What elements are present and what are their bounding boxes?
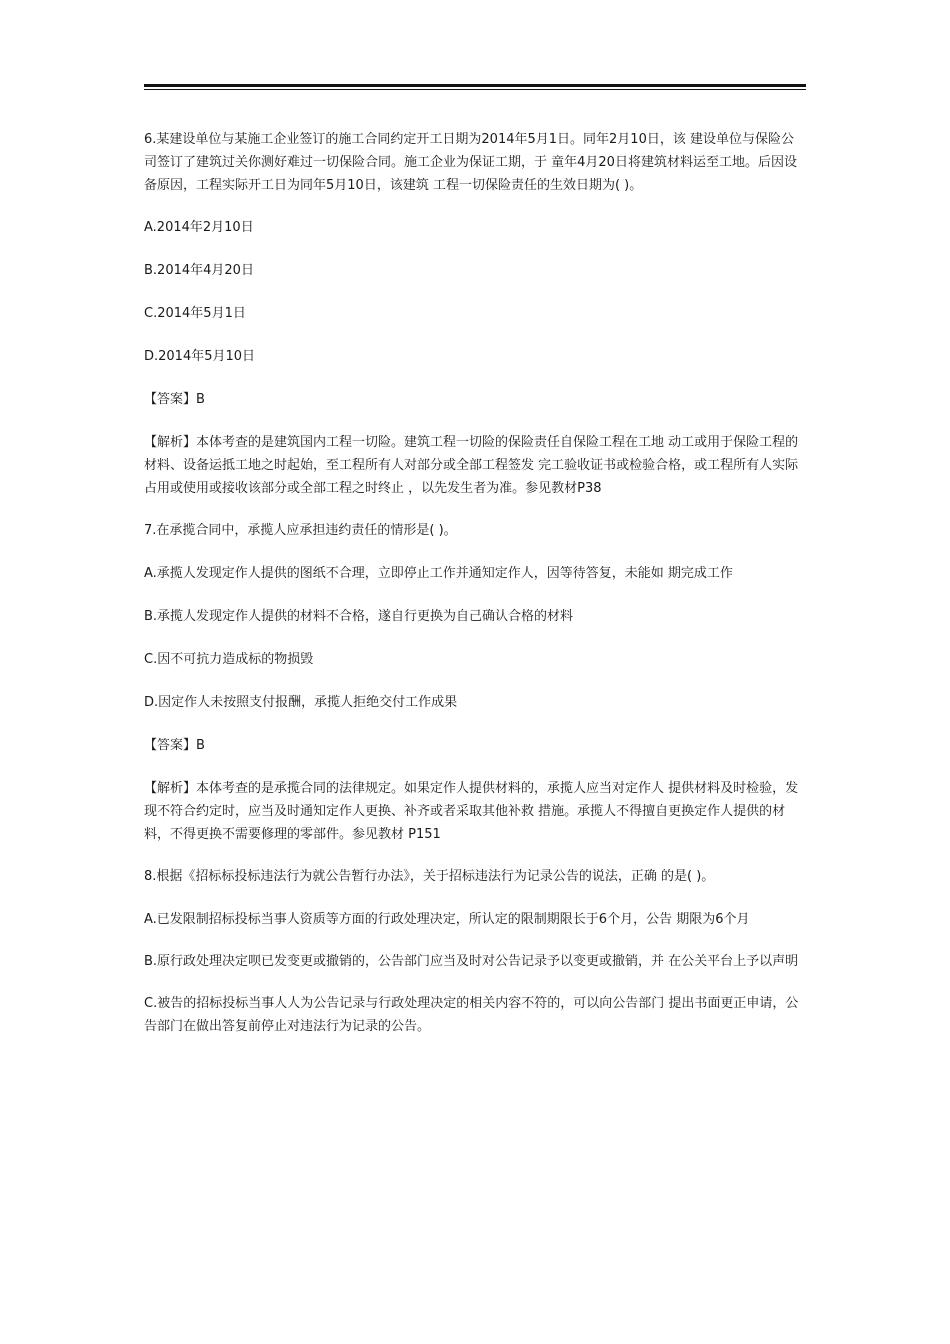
question-6-option-c: C.2014年5月1日 <box>144 306 246 321</box>
header-rule-thick <box>144 84 806 87</box>
question-7-option-a: A.承揽人发现定作人提供的图纸不合理，立即停止工作并通知定作人，因等待答复，未能如 期完成工作 <box>144 566 733 581</box>
question-6-option-b: B.2014年4月20日 <box>144 263 254 278</box>
question-7-option-b: B.承揽人发现定作人提供的材料不合格，遂自行更换为自己确认合格的材料 <box>144 609 574 624</box>
question-8-option-c: C.被告的招标投标当事人人为公告记录与行政处理决定的相关内容不符的，可以向公告部门 提出书面更正申请，公告部门在做出答复前停止对违法行为记录的公告。 <box>144 996 799 1034</box>
question-8-option-b: B.原行政处理决定呗已发变更或撤销的，公告部门应当及时对公告记录予以变更或撤销，并 在公关平台上予以声明 <box>144 954 799 969</box>
question-6-analysis: 【解析】本体考查的是建筑国内工程一切险。建筑工程一切险的保险责任自保险工程在工地 动工或用于保险工程的材料、设备运抵工地之时起始，至工程所有人对部分或全部工程签发 完工验收证书或检验合格，或工程所有人实际占用或使用或接收该部分或全部工程之时终止 ，以先发生者为准。参见教材P38 <box>144 435 799 496</box>
question-6-answer: 【答案】B <box>144 392 205 407</box>
document-body <box>144 128 806 1057</box>
question-7-option-c: C.因不可抗力造成标的物损毁 <box>144 652 314 667</box>
header-rule-thin <box>144 89 806 90</box>
question-8-stem: 8.根据《招标标投标违法行为就公告暂行办法》，关于招标违法行为记录公告的说法，正确 的是( )。 <box>144 869 715 884</box>
question-6-stem: 6.某建设单位与某施工企业签订的施工合同约定开工日期为2014年5月1日。同年2月10日，该 建设单位与保险公司签订了建筑过关你测好难过一切保险合同。施工企业为保证工期，于 童年4月20日将建筑材料运至工地。后因设备原因，工程实际开工日为同年5月10日，该建筑 工程一切保险责任的生效日期为( )。 <box>144 132 797 193</box>
question-8-option-a: A.已发限制招标投标当事人资质等方面的行政处理决定，所认定的限制期限长于6个月，公告 期限为6个月 <box>144 912 750 927</box>
question-7-option-d: D.因定作人未按照支付报酬，承揽人拒绝交付工作成果 <box>144 695 458 710</box>
question-6-option-a: A.2014年2月10日 <box>144 220 254 235</box>
question-7-answer: 【答案】B <box>144 738 205 753</box>
question-7-analysis: 【解析】本体考查的是承揽合同的法律规定。如果定作人提供材料的，承揽人应当对定作人 提供材料及时检验，发现不符合约定时，应当及时通知定作人更换、补齐或者采取其他补救 措施。承揽人不得擅自更换定作人提供的材料，不得更换不需要修理的零部件。参见教材 P151 <box>144 781 799 842</box>
header-double-rule <box>144 84 806 91</box>
question-6-option-d: D.2014年5月10日 <box>144 349 256 364</box>
question-7-stem: 7.在承揽合同中，承揽人应承担违约责任的情形是( )。 <box>144 523 457 538</box>
